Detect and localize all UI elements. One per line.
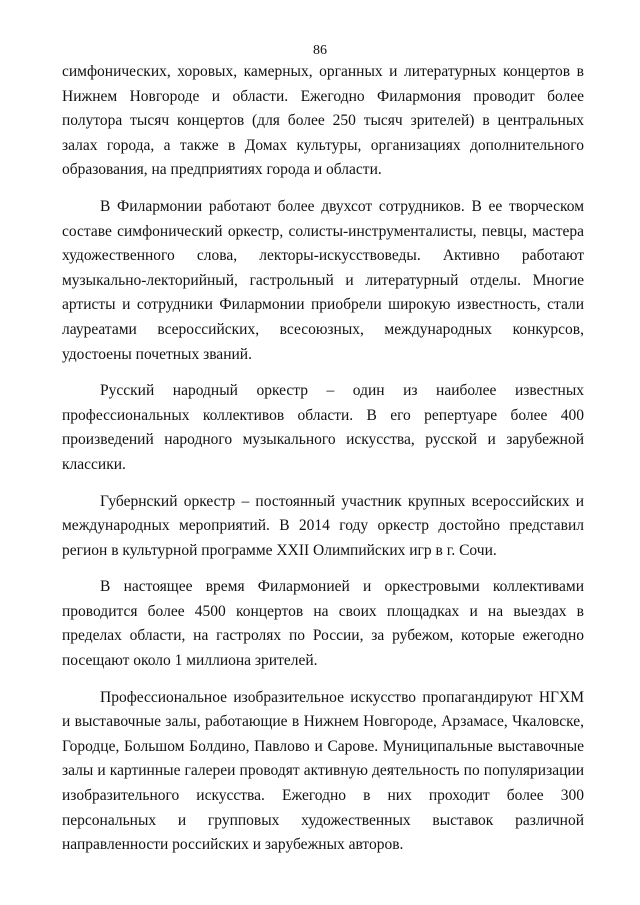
paragraph-governor-orchestra: Губернский оркестр – постоянный участник крупных всероссийских и международных мероприятий. В 2014 году оркестр достойно представил регион в культурной программе XXII Олимпийских игр в г. Сочи. [62, 492, 584, 559]
paragraph-concert-count: В настоящее время Филармонией и оркестровыми коллективами проводится более 4500 концертов на своих площадках и на выездах в пределах области, на гастролях по России, за рубежом, которые ежегодно посещают около 1 миллиона зрителей. [62, 578, 584, 670]
paragraph-folk-orchestra: Русский народный оркестр – один из наиболее известных профессиональных коллективов области. В его репертуаре более 400 произведений народного музыкального искусства, русской и зарубежной классики. [62, 382, 584, 473]
paragraph-philharmonic-concerts: симфонических, хоровых, камерных, органных и литературных концертов в Нижнем Новгороде и области. Ежегодно Филармония проводит более полутора тысяч концертов (для более 250 тысяч зрителей) в центральных залах города, а также в Домах культуры, организациях дополнительного образования, на предприятиях города и области. [62, 63, 584, 179]
page-number: 86 [313, 43, 327, 58]
paragraph-visual-arts: Профессиональное изобразительное искусство пропагандируют НГХМ и выставочные залы, работающие в Нижнем Новгороде, Арзамасе, Чкаловске, Городце, Большом Болдино, Павлово и Сарове. Муниципальные выставочные залы и картинные галереи проводят активную деятельность по популяризации изобразительного искусства. Ежегодно в них проходит более 300 персональных и групповых художественных выставок различной направленности российских и зарубежных авторов. [62, 688, 584, 854]
page-body [62, 60, 584, 870]
paragraph-philharmonic-staff: В Филармонии работают более двухсот сотрудников. В ее творческом составе симфонический оркестр, солисты-инструменталисты, певцы, мастера художественного слова, лекторы-искусствоведы. Активно работают музыкально-лекторийный, гастрольный и литературный отделы. Многие артисты и сотрудники Филармонии приобрели широкую известность, стали лауреатами всероссийских, всесоюзных, международных конкурсов, удостоены почетных званий. [62, 197, 584, 363]
